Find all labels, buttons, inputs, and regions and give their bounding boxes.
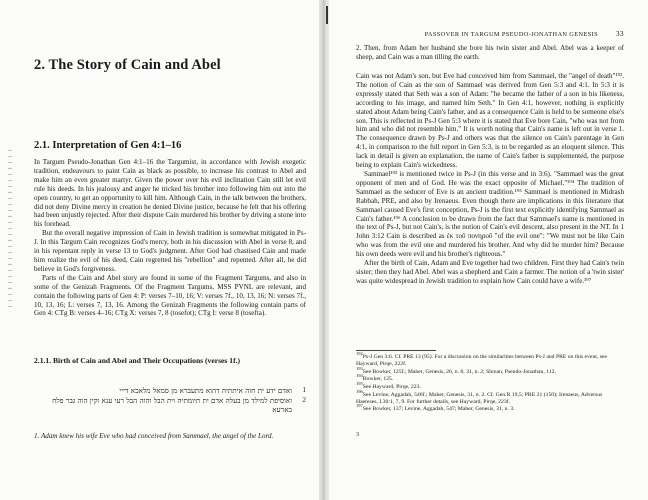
page-edge-marks <box>8 150 12 310</box>
footnotes <box>356 351 624 414</box>
page-number: 33 <box>616 30 624 38</box>
chapter-title: 2. The Story of Cain and Abel <box>34 57 221 73</box>
footnote <box>356 381 624 391</box>
footnote-number: 197 <box>356 403 363 409</box>
page-mark: 3 <box>356 432 359 438</box>
right-body-text <box>356 72 624 286</box>
running-head <box>356 30 624 38</box>
paragraph: Cain was not Adam's son, but Eve had conceived him from Sammael, the "angel of death"¹⁹². The notion of Cain as the son of Sammael was derived from Gen 5:3 and 4:1. In 5:3 it is expressly stated that Seth was a son of Adam: "he became the father of a son in his likeness, according to his image, and named him Seth." In Gen 4:1, however, nothing is explicitly stated about Adam being Cain's father, and as a consequence Cain is held to be someone else's son. This is reflected in Ps-J Gen 5:3 where it is stated that Eve bore Cain, "who was not from him and who did not resemble him." It is worth noting that Cain's name is left out in verse 1. The consequence drawn by Ps-J and others was that the silence on Cain's parentage in Gen 4:1, in comparison to the full report in Gen 5:3, is to be regarded as an eloquent silence. This lack in detail is given an explanation, the name of Cain's father is supplemented, the purpose being to explain Cain's wickedness. <box>356 72 624 170</box>
footnote-number: 194 <box>356 373 363 379</box>
left-page <box>0 0 320 500</box>
paragraph: But the overall negative impression of Cain in Jewish tradition is somewhat mitigated in Ps-J. In this Targum Cain recognizes God's mercy, both in his discussion with Abel in verse 8, and in his repentant reply in verse 13 to God's judgment. After God had chastised Cain and made him realize the evil of his deed, Cain regretted his "rebellion" and repented. After all, he did believe in God's forgiveness. <box>34 229 306 273</box>
footnote-text: See Levine, Aggadah, 546f.; Maher, Genesis, 31, n. 2. Cf. Gen.R 19,5; PRE 21 (150); Irenaeus, Adversus Haereses, I.30:1, 7, 9. For further details, see Hayward, Pirqe, 223f. <box>356 391 603 405</box>
footnote-text: See Bowker, 125f.; Maher, Genesis, 26, n. 8, 31, n. 2; Shinan, Pseudo-Jonathan, 112. <box>362 368 556 375</box>
verse-translation-2: 2. Then, from Adam her husband she bore his twin sister and Abel. Abel was a keeper of sheep, and Cain was a man tilling the earth. <box>356 44 624 61</box>
footnote-number: 196 <box>356 388 363 394</box>
footnote <box>356 365 624 376</box>
paragraph: Sammael¹⁹³ is mentioned twice in Ps-J (in this verse and in 3:6). "Sammael was the great opponent of men and of God. He was the exact opposite of Michael."¹⁹⁴ The tradition of Sammael as the seducer of Eve is an ancient tradition.¹⁹⁵ Sammael is mentioned in Midrash Rabbah, PRE, and also by Irenaeus. Even though there are implications in this literature that Sammael caused Eve's first conception, Ps-J is the first text explicitly identifying Sammael as Cain's father.¹⁹⁶ A conclusion to be drawn from the fact that Sammael's name is mentioned in the text of Ps-J, but not Cain's, is the notion of Cain's evil descent, also present in the NT. In 1 John 3:12 Cain is described as ἐκ τοῦ πονηροῦ "of the evil one": "We must not be like Cain who was from the evil one and murdered his brother. And why did he murder him? Because his own deeds were evil and his brother's righteous." <box>356 169 624 259</box>
verse-translation: 1. Adam knew his wife Eve who had conceived from Sammael, the angel of the Lord. <box>34 432 274 440</box>
hebrew-line <box>34 386 306 396</box>
footnote-number: 193 <box>356 365 363 371</box>
footnote-number: 195 <box>356 381 363 387</box>
paragraph: In Targum Pseudo-Jonathan Gen 4:1–16 the Targumist, in accordance with Jewish exegetic tradition, endeavours to paint Cain as black as possible, to increase his contrast to Abel and make him an even greater martyr. Given the power over his evil inclination Cain still let evil rule his deeds. In his jealousy and anger he tricked his brother into following him out into the open country, to get an opportunity to kill him. Although Cain, in the talk between the brothers, did not deny Divine mercy in creation he denied Divine justice, because he felt that his offering had been unjustly rejected. After their dispute Cain murdered his brother by driving a stone into his forehead. <box>34 158 306 229</box>
footnote-text: Ps-J Gen 3:6. Cf. PRE 13 (95). For a discussion on the similarities between Ps-J and PRE on this event, see Hayward, Pirqe, 222f. <box>356 354 607 368</box>
paragraph: Parts of the Cain and Abel story are found in some of the Fragment Targums, and also in some of the Genizah Fragments. Of the Fragment Targums, MSS PVNL are relevant, and contain the following parts of Gen 4: P: verses 7–10, 16; V: verses 7f., 10, 13, 16; N: verses 7f., 10, 13, 16; L: verses 7, 13, 16. Among the Genizah Fragments the following contain parts of Gen 4: CTg B: verses 4–16; CTg X: verses 7, 8 (tosefot); CTg I: verse 8 (tosefta). <box>34 273 306 318</box>
footnote-text: Bowker, 125. <box>362 376 394 383</box>
running-head-title: PASSOVER IN TARGUM PSEUDO-JONATHAN GENESIS <box>424 31 598 38</box>
section-title: 2.1. Interpretation of Gen 4:1–16 <box>34 140 182 151</box>
hebrew-line <box>34 396 306 415</box>
footnote <box>356 388 624 409</box>
footnote-rule <box>356 350 436 351</box>
footnote <box>356 403 624 413</box>
subsection-title: 2.1.1. Birth of Cain and Abel and Their Occupations (verses 1f.) <box>34 356 241 365</box>
verse-number: 2 <box>302 395 306 404</box>
hebrew-line-text: ואוסיפת למילד מן בעלה אדם ית תיומתיה וית הבל והוה הבל רעי ענא וקין הוה גבר פלח בארעא <box>52 395 292 415</box>
hebrew-text-block <box>34 386 306 415</box>
verse-number: 1 <box>302 386 306 394</box>
footnote <box>356 373 624 383</box>
paragraph: After the birth of Cain, Adam and Eve together had two children. First they had Cain's twin sister; then they had Abel. Abel was a shepherd and Cain a farmer. The notion of a 'twin sister' was quite widespread in Jewish tradition to explain how Cain could have a wife.¹⁹⁷ <box>356 259 624 285</box>
footnote <box>356 351 624 368</box>
footnote-number: 192 <box>356 351 363 357</box>
hebrew-line-text: ואדם ידע ית חוה איתתיה דהוא מתעברא מן סמאל מלאכא דייי <box>119 386 292 395</box>
footnote-text: See Hayward, Pirqe, 223. <box>362 383 421 390</box>
left-body-text <box>34 158 306 318</box>
footnote-text: See Bowker, 137; Levine, Aggadah, 547; Maher, Genesis, 31, n. 3. <box>362 406 515 413</box>
